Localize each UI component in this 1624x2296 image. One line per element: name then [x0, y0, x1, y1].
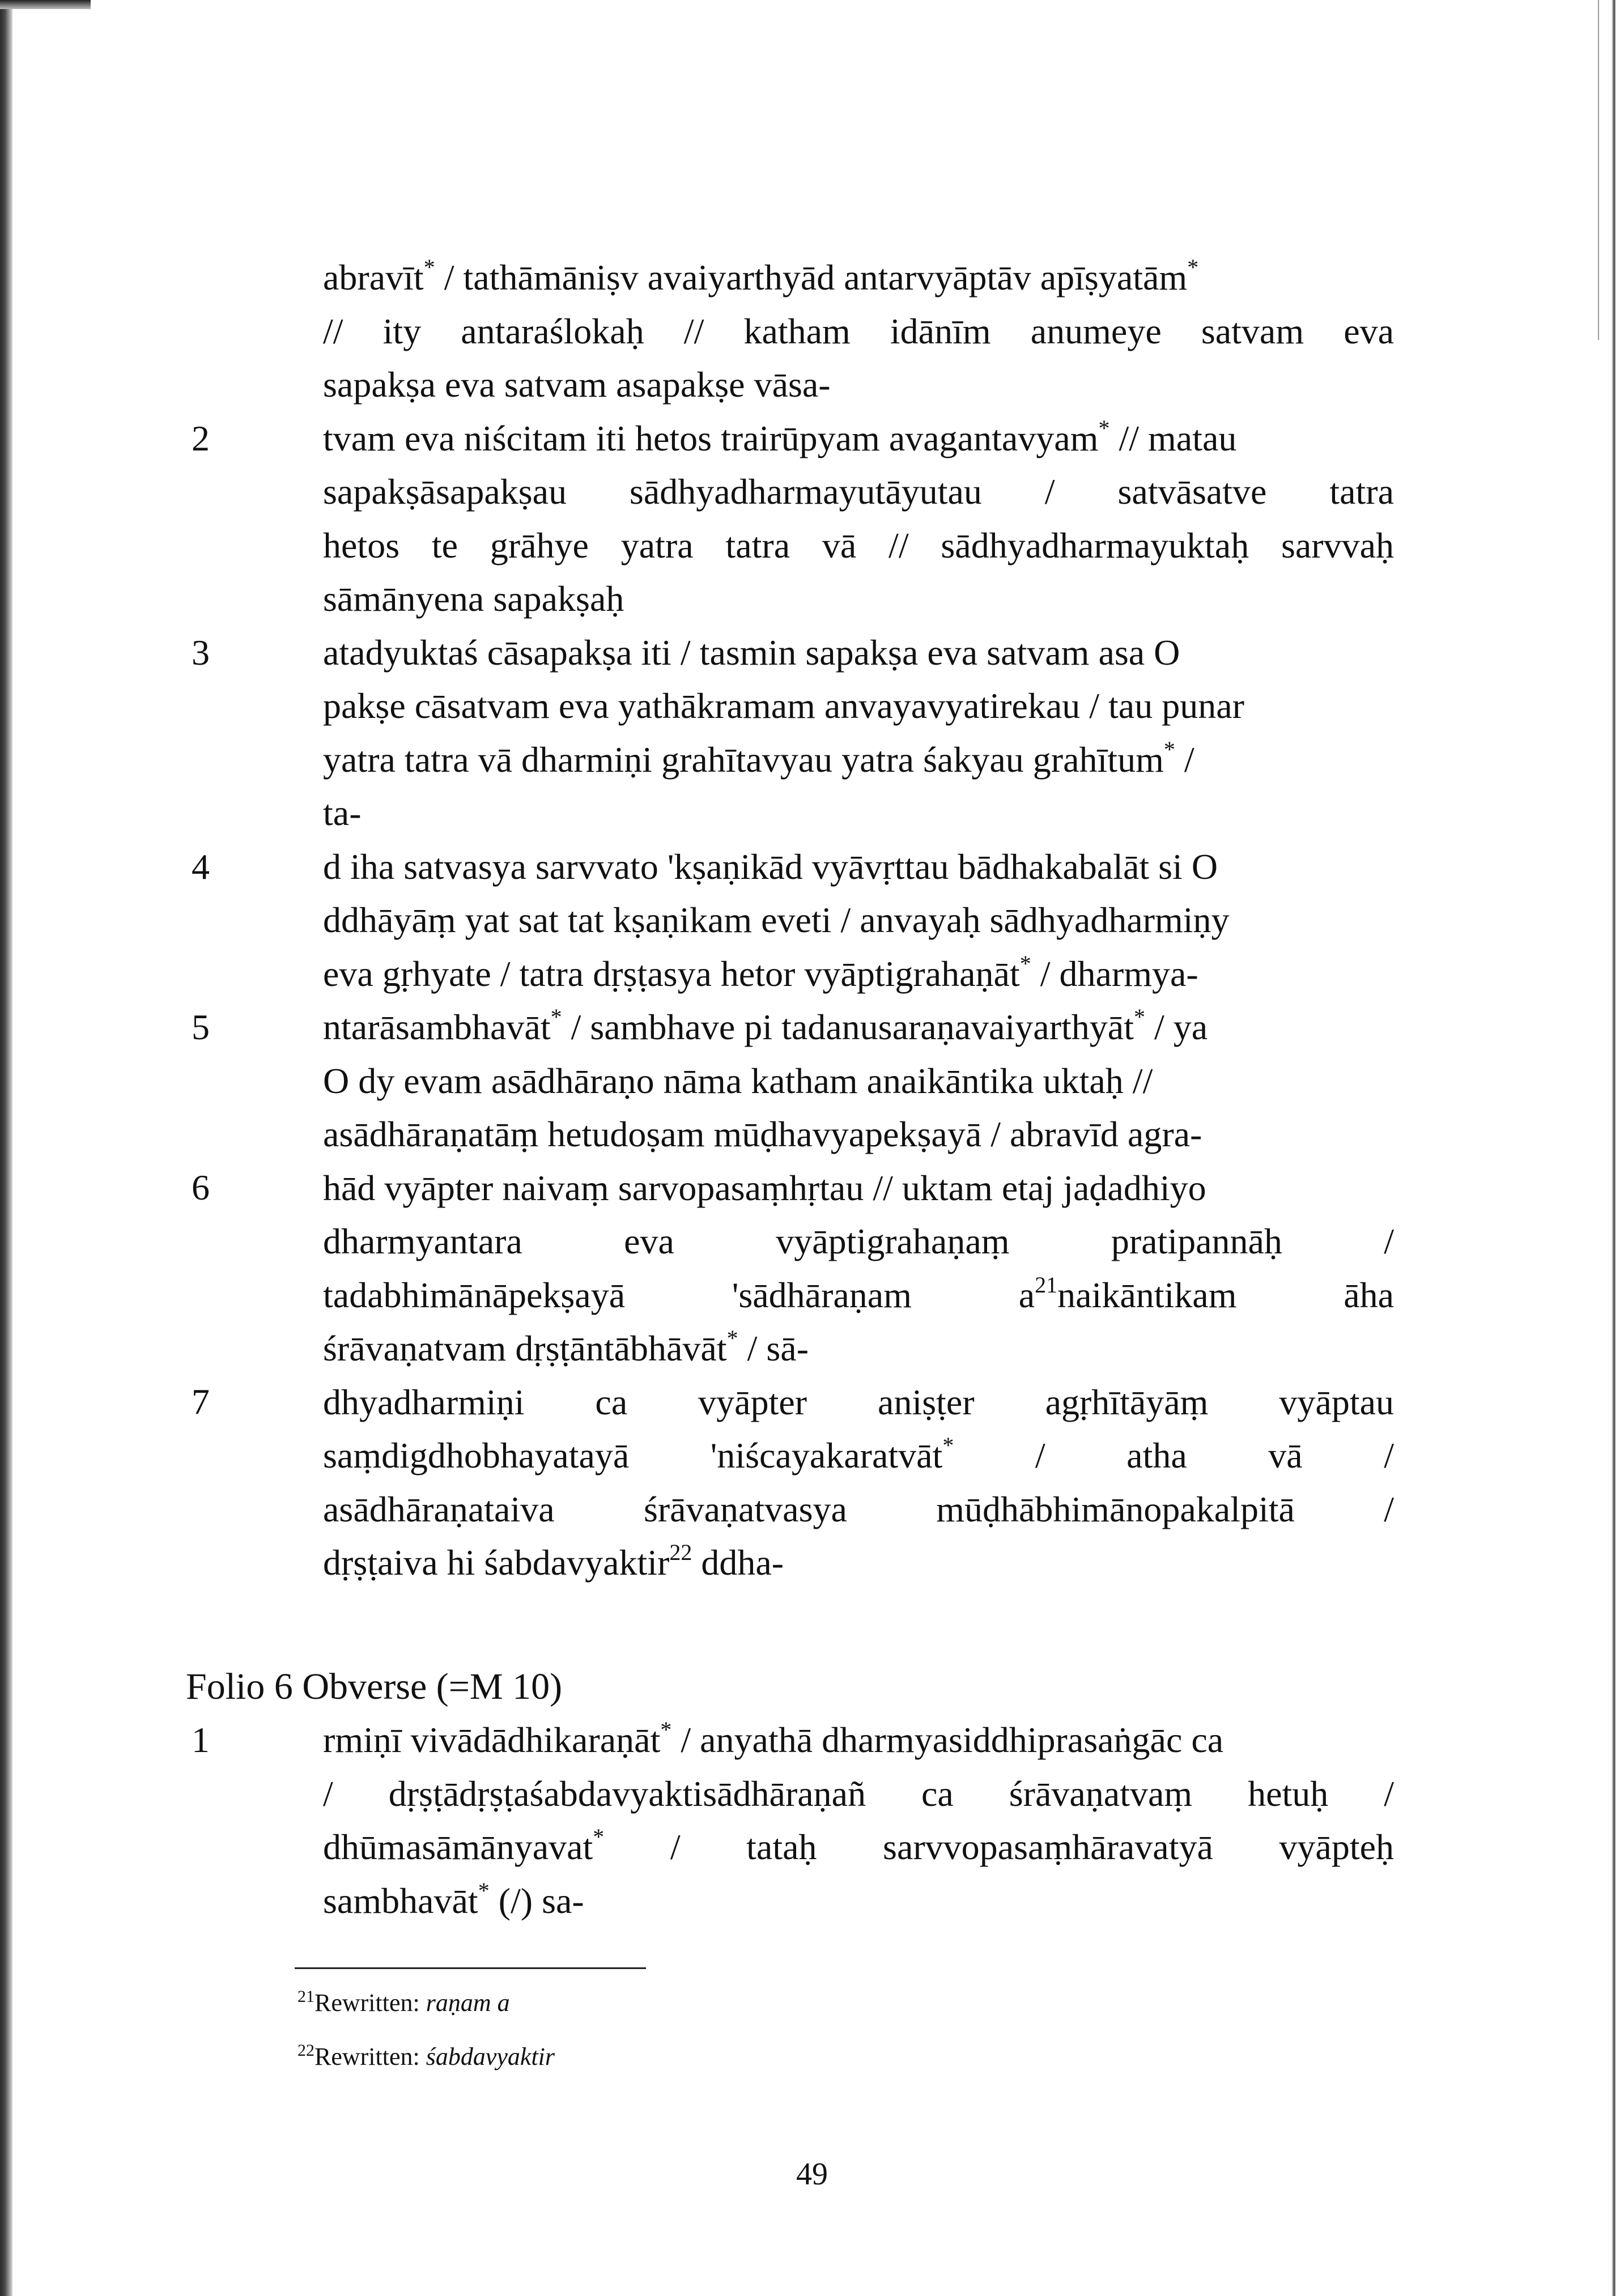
text-segment: tadabhimānāpekṣayā 'sādhāraṇam a	[323, 1274, 1035, 1315]
text-segment: sapakṣa eva satvam asapakṣe vāsa-	[323, 364, 831, 405]
footnote-mark: 21	[297, 1987, 314, 2006]
superscript-mark: *	[1019, 950, 1031, 976]
text-segment: / ya	[1145, 1007, 1208, 1047]
scan-edge-top	[0, 0, 91, 9]
footnote-text: raṇam a	[426, 1989, 510, 2017]
superscript-mark: *	[1098, 415, 1110, 441]
text-segment: / tathāmāniṣv avaiyarthyād antarvyāptāv apīṣyatām	[435, 257, 1188, 297]
transcription-block	[323, 1714, 1394, 1928]
superscript-mark: *	[550, 1004, 562, 1030]
line-number: 6	[192, 1167, 210, 1207]
text-segment: ta-	[323, 793, 362, 833]
footnote-rule	[295, 1967, 646, 1969]
text-segment: / atha vā /	[954, 1435, 1394, 1476]
text-segment: asādhāraṇataiva śrāvaṇatvasya mūḍhābhimānopakalpitā /	[323, 1489, 1394, 1529]
text-segment: ddha-	[692, 1542, 784, 1583]
text-segment: yatra tatra vā dharmiṇi grahītavyau yatra śakyau grahītum	[323, 739, 1164, 780]
text-segment: / anyathā dharmyasiddhiprasaṅgāc ca	[671, 1720, 1224, 1760]
text-segment: / sambhave pi tadanusaraṇavaiyarthyāt	[562, 1007, 1134, 1047]
text-segment: sapakṣāsapakṣau sādhyadharmayutāyutau / satvāsatve tatra	[323, 471, 1394, 512]
text-segment: sambhavāt	[323, 1880, 478, 1921]
scan-edge-left	[0, 0, 12, 2296]
text-segment: hetos te grāhye yatra tatra vā // sādhyadharmayuktaḥ sarvvaḥ	[323, 525, 1394, 566]
superscript-mark: *	[423, 254, 435, 280]
text-line	[323, 251, 1394, 305]
text-segment: /	[1175, 739, 1194, 780]
text-line	[323, 1322, 1394, 1376]
line-number: 7	[192, 1381, 210, 1422]
text-line	[323, 1714, 1394, 1767]
text-line	[323, 1536, 1394, 1590]
text-line	[323, 1215, 1394, 1269]
text-line	[323, 894, 1394, 947]
text-segment: O dy evam asādhāraṇo nāma katham anaikāntika uktaḥ //	[323, 1060, 1153, 1101]
text-segment: hād vyāpter naivaṃ sarvopasaṃhṛtau // uktam etaj jaḍadhiyo	[323, 1167, 1206, 1208]
folio-heading: Folio 6 Obverse (=M 10)	[186, 1666, 563, 1707]
text-line	[323, 1108, 1394, 1162]
text-line	[323, 412, 1394, 466]
superscript-mark: *	[1163, 736, 1175, 762]
text-segment: // ity antaraślokaḥ // katham idānīm anumeye satvam eva	[323, 311, 1394, 351]
text-line	[323, 626, 1394, 680]
superscript-mark: *	[942, 1432, 954, 1458]
superscript-mark: *	[1133, 1004, 1145, 1030]
text-line	[323, 305, 1394, 359]
text-line	[323, 1483, 1394, 1537]
text-segment: asādhāraṇatāṃ hetudoṣam mūḍhavyapekṣayā / abravīd agra-	[323, 1114, 1202, 1154]
text-line	[323, 1055, 1394, 1108]
text-segment: / tataḥ sarvvopasaṃhāravatyā vyāpteḥ	[604, 1827, 1394, 1867]
text-segment: dṛṣṭaiva hi śabdavyaktir	[323, 1542, 670, 1583]
text-line	[323, 1874, 1394, 1928]
text-line	[323, 1376, 1394, 1430]
line-number: 4	[192, 847, 210, 887]
footnote-mark: 22	[297, 2041, 314, 2060]
text-segment: dhūmasāmānyavat	[323, 1827, 593, 1867]
text-segment: d iha satvasya sarvvato 'kṣaṇikād vyāvṛttau bādhakabalāt si O	[323, 846, 1218, 887]
text-line	[323, 1162, 1394, 1215]
line-number: 5	[192, 1007, 210, 1047]
text-segment: dharmyantara eva vyāptigrahaṇaṃ pratipannāḥ /	[323, 1221, 1394, 1261]
text-segment: // matau	[1109, 418, 1237, 458]
footnote	[297, 1986, 510, 2020]
text-line	[323, 1429, 1394, 1483]
text-line	[323, 1767, 1394, 1821]
footnote	[297, 2040, 555, 2074]
text-line	[323, 1821, 1394, 1874]
text-segment: ntarāsambhavāt	[323, 1007, 551, 1047]
superscript-mark: *	[726, 1325, 738, 1351]
text-segment: abravīt	[323, 257, 424, 297]
text-segment: ddhāyāṃ yat sat tat kṣaṇikam eveti / anvayaḥ sādhyadharmiṇy	[323, 900, 1230, 940]
transcription-block	[323, 251, 1394, 1590]
scan-edge-right	[1612, 0, 1616, 2296]
text-line	[323, 519, 1394, 573]
text-segment: saṃdigdhobhayatayā 'niścayakaratvāt	[323, 1435, 943, 1476]
text-segment: / dharmya-	[1031, 953, 1198, 994]
footnote-text: śabdavyaktir	[426, 2043, 555, 2070]
text-segment: rmiṇī vivādādhikaraṇāt	[323, 1720, 661, 1760]
superscript-mark: 22	[669, 1540, 692, 1565]
scan-edge-right-thin	[1598, 0, 1599, 340]
text-segment: eva gṛhyate / tatra dṛṣṭasya hetor vyāptigrahaṇāt	[323, 953, 1020, 994]
text-segment: tvam eva niścitam iti hetos trairūpyam avagantavyam	[323, 418, 1099, 458]
superscript-mark: *	[1187, 254, 1199, 280]
text-segment: atadyuktaś cāsapakṣa iti / tasmin sapakṣa eva satvam asa O	[323, 632, 1180, 673]
text-segment: (/) sa-	[489, 1880, 584, 1921]
text-line	[323, 679, 1394, 733]
line-number: 1	[192, 1720, 210, 1760]
line-number: 2	[192, 418, 210, 458]
superscript-mark: *	[478, 1877, 490, 1903]
superscript-mark: *	[593, 1824, 605, 1849]
text-segment: / dṛṣṭādṛṣṭaśabdavyaktisādhāraṇañ ca śrāvaṇatvaṃ hetuḥ /	[323, 1773, 1394, 1814]
text-line	[323, 840, 1394, 894]
text-segment: / sā-	[738, 1328, 809, 1368]
text-line	[323, 1001, 1394, 1055]
text-segment: śrāvaṇatvam dṛṣṭāntābhāvāt	[323, 1328, 727, 1368]
text-line	[323, 465, 1394, 519]
line-number: 3	[192, 632, 210, 673]
superscript-mark: 21	[1035, 1272, 1058, 1298]
page-number: 49	[796, 2157, 828, 2192]
footnote-label: Rewritten:	[314, 2043, 426, 2070]
text-line	[323, 1269, 1394, 1323]
superscript-mark: *	[660, 1717, 672, 1742]
text-line	[323, 786, 1394, 840]
text-line	[323, 572, 1394, 626]
text-segment: naikāntikam āha	[1057, 1274, 1394, 1315]
text-segment: dhyadharmiṇi ca vyāpter aniṣṭer agṛhītāyāṃ vyāptau	[323, 1381, 1394, 1422]
footnote-label: Rewritten:	[314, 1989, 426, 2017]
text-line	[323, 358, 1394, 412]
text-segment: pakṣe cāsatvam eva yathākramam anvayavyatirekau / tau punar	[323, 686, 1244, 726]
text-line	[323, 733, 1394, 787]
text-segment: sāmānyena sapakṣaḥ	[323, 579, 624, 619]
text-line	[323, 947, 1394, 1001]
